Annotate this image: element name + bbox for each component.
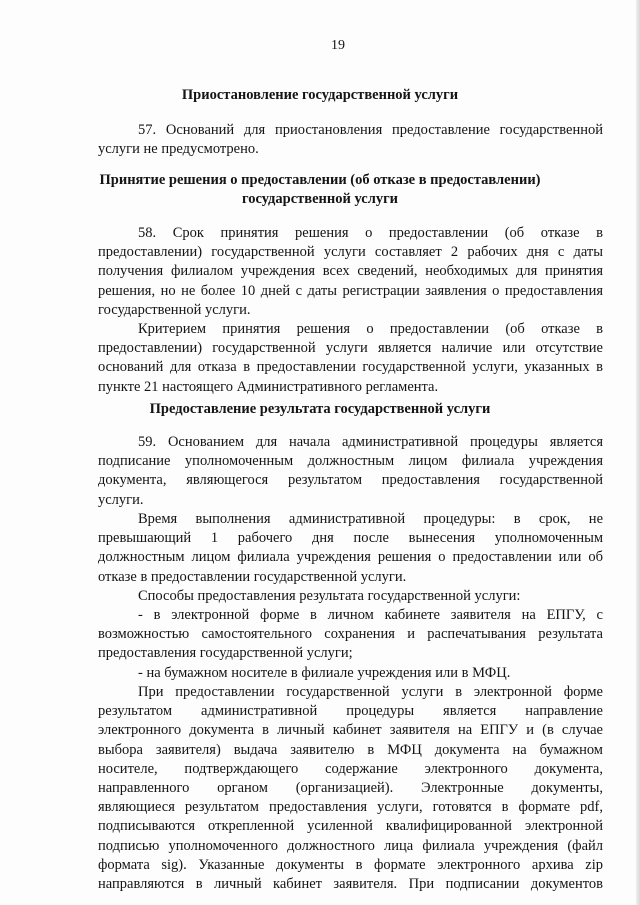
paragraph-line: являющиеся результатом предоставления услуги, готовятся в формате pdf, [98,799,603,816]
paragraph-line: 59. Основанием для начала административной процедуры является [138,434,603,450]
paragraph-line: оснований для отказа в предоставлении государственной услуги, указанных в [98,359,603,376]
paragraph-line: услуги не предусмотрено. [98,141,259,158]
heading-result [0,400,640,419]
paragraph-line: носителе, подтверждающего содержание электронного документа, [98,760,603,777]
paragraph-58 [98,224,603,320]
paragraph-electronic-form [98,606,603,664]
heading-decision-line-2: государственной услуги [241,191,399,207]
paragraph-line: предоставлении) государственной услуги составляет 2 рабочих дня с даты [98,244,603,261]
paragraph-line: услуги. [98,491,144,508]
paragraph-line: получения филиалом учреждения всех сведений, необходимых для принятия [98,263,603,280]
paragraph-line: предоставления государственной услуги; [98,645,353,662]
paragraph-line: формата sig). Указанные документы в формате электронного архива zip [98,856,603,873]
paragraph-line: Критерием принятия решения о предоставлении (об отказе в [138,321,603,337]
paragraph-line: государственной услуги. [98,301,251,318]
paragraph-line: пункте 21 настоящего Административного регламента. [98,378,439,395]
page-number: 19 [331,38,345,53]
heading-decision-line-1: Принятие решения о предоставлении (об отказе в предоставлении) [99,172,541,188]
paragraph-line: возможностью самостоятельного сохранения и распечатывания результата [98,626,603,643]
heading-decision [0,171,640,209]
paragraph-line: При предоставлении государственной услуги в электронной форме [138,684,603,700]
paragraph-line: 57. Оснований для приостановления предоставление государственной [138,122,603,138]
paragraph-time [98,510,603,587]
paragraph-line: подписание уполномоченным должностным лицом филиала учреждения [98,453,603,470]
scan-edge-shadow [636,0,640,905]
paragraph-57 [98,121,603,159]
paragraph-line: подписью уполномоченного должностного лица филиала учреждения (файл [98,837,603,854]
paragraph-line: документа, являющегося результатом предоставления государственной [98,472,603,489]
paragraph-line: направленного органом (организацией). Электронные документы, [98,780,603,797]
paragraph-line: - на бумажном носителе в филиале учреждения или в МФЦ. [138,665,511,681]
paragraph-line: - в электронной форме в личном кабинете заявителя на ЕПГУ, с [138,607,603,623]
paragraph-line: Время выполнения административной процедуры: в срок, не [138,511,603,527]
paragraph-line: 58. Срок принятия решения о предоставлении (об отказе в [138,225,603,241]
paragraph-line: превышающий 1 рабочего дня после вынесения уполномоченным [98,530,603,547]
paragraph-line: решения, но не более 10 дней с даты регистрации заявления о предоставления [98,282,603,299]
paragraph-line: Способы предоставления результата государственной услуги: [138,588,521,604]
paragraph-methods [98,587,603,606]
heading-suspension [0,86,640,105]
paragraph-criterion [98,320,603,397]
paragraph-paper-form [98,664,603,683]
heading-suspension-text: Приостановление государственной услуги [181,87,459,103]
paragraph-line: должностным лицом филиала учреждения решения о предоставлении или об [98,549,603,566]
paragraph-line: предоставлении) государственной услуги является наличие или отсутствие [98,340,603,357]
paragraph-line: выбора заявителя) выдача заявителю в МФЦ документа на бумажном [98,741,603,758]
paragraph-line: отказе в предоставлении государственной услуги. [98,568,407,585]
paragraph-line: электронного документа в личный кабинет заявителя на ЕПГУ и (в случае [98,722,603,739]
paragraph-line: подписываются открепленной усиленной квалифицированной электронной [98,818,603,835]
heading-result-text: Предоставление результата государственной услуги [149,401,491,417]
paragraph-line: направляются в личный кабинет заявителя. При подписании документов [98,876,603,893]
paragraph-line: результатом административной процедуры является направление [98,703,603,720]
paragraph-electronic-result [98,683,603,894]
paragraph-59 [98,433,603,510]
